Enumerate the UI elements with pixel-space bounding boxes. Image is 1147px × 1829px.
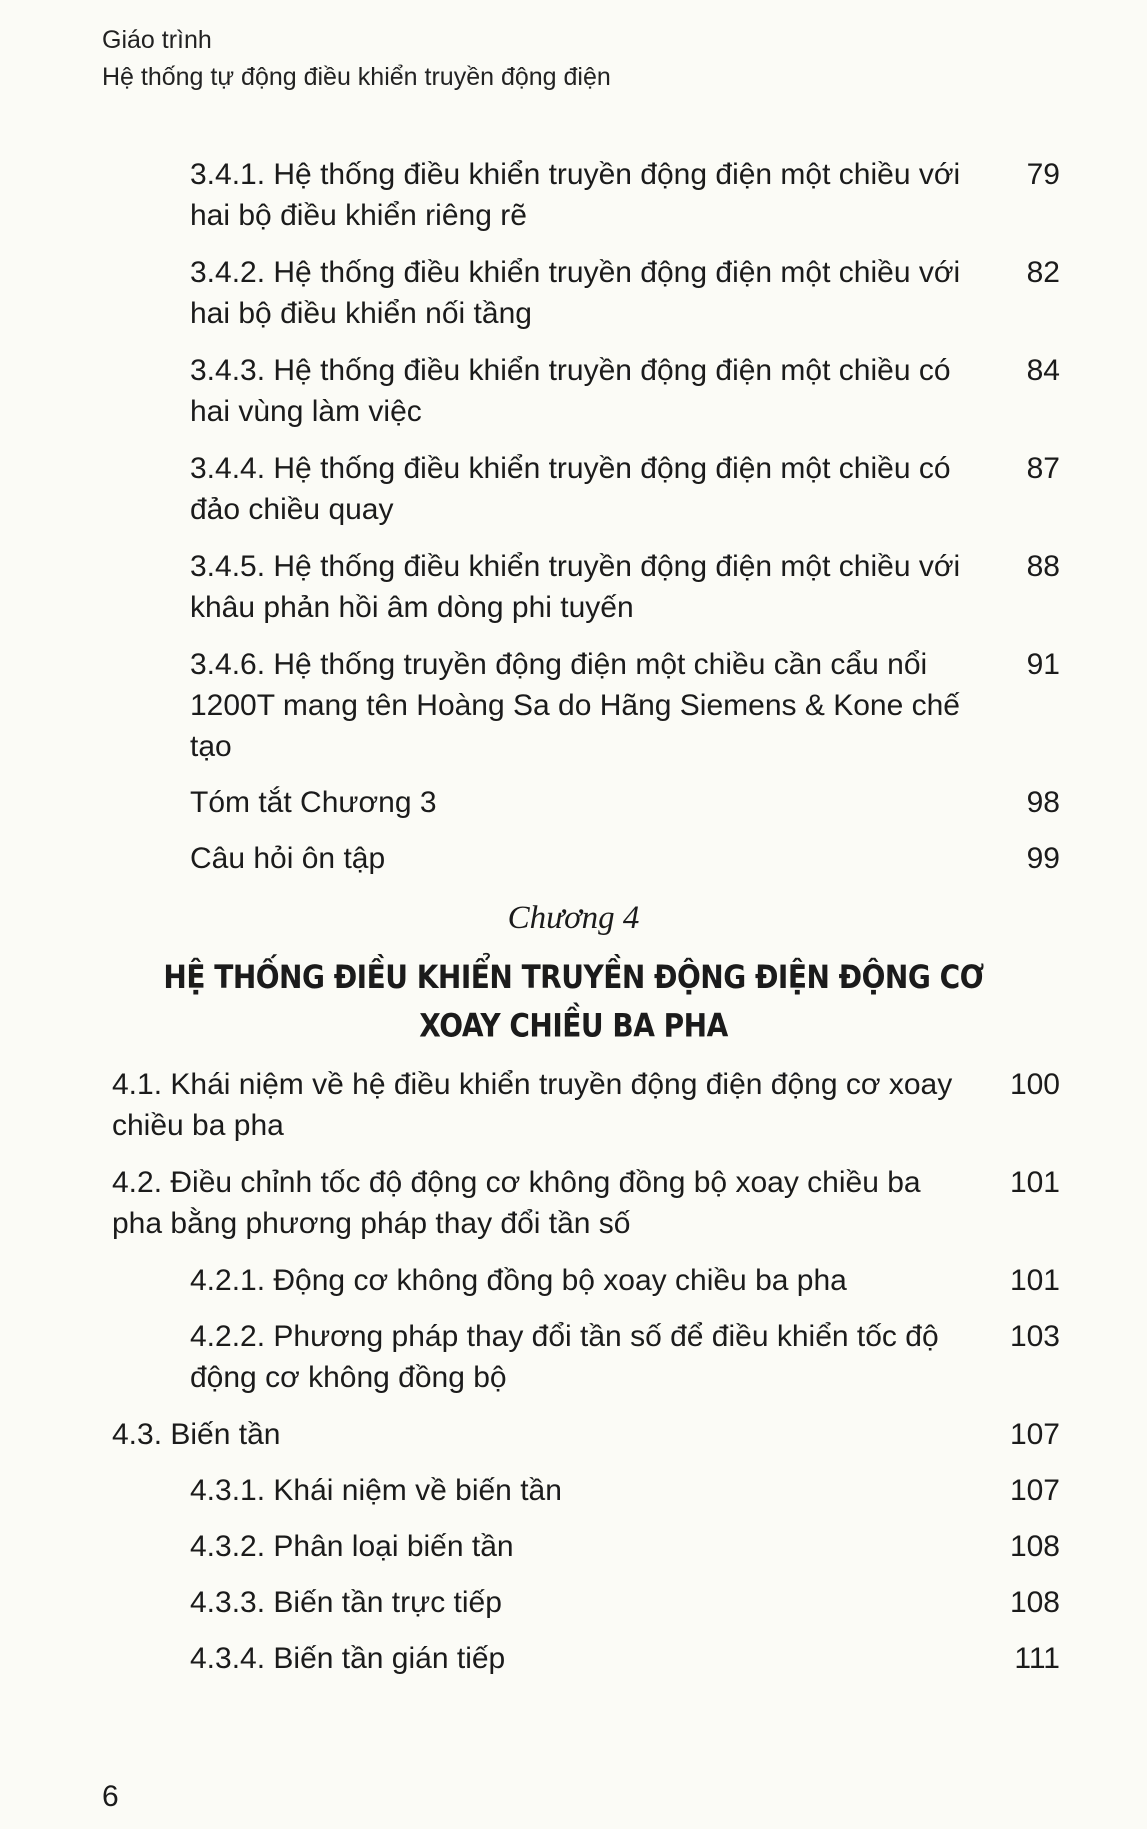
toc-entry-page: 88 (1026, 550, 1060, 583)
chapter-title-line-2: XOAY CHIỀU BA PHA (419, 1006, 728, 1045)
toc-entry-page: 87 (1026, 452, 1060, 485)
toc-entry-3-4-3[interactable] (190, 350, 1060, 432)
toc-entry-3-4-6[interactable] (190, 644, 1060, 767)
toc-entry-4-1[interactable] (112, 1064, 1060, 1146)
toc-entry-title: 4.3.1. Khái niệm về biến tần (190, 1474, 562, 1507)
toc-entry-page: 108 (1009, 1530, 1060, 1563)
toc-entry-page: 100 (1009, 1068, 1060, 1101)
toc-entry-title: 3.4.3. Hệ thống điều khiển truyền động điện một chiều có hai vùng làm việc (190, 354, 951, 428)
toc-entry-3-4-5[interactable] (190, 546, 1060, 628)
header-line-2: Hệ thống tự động điều khiển truyền động điện (102, 63, 611, 91)
toc-entry-4-3-2[interactable] (190, 1526, 1060, 1567)
toc-entry-page: 91 (1026, 648, 1060, 681)
toc-entry-3-4-4[interactable] (190, 448, 1060, 530)
toc-entry-title: 4.2. Điều chỉnh tốc độ động cơ không đồng bộ xoay chiều ba pha bằng phương pháp thay đổi tần số (112, 1166, 921, 1240)
toc-entry-title: 4.3. Biến tần (112, 1418, 281, 1451)
toc-entry-page: 101 (1009, 1166, 1060, 1199)
toc-entry-title: Tóm tắt Chương 3 (190, 786, 437, 819)
toc-entry-title: 3.4.5. Hệ thống điều khiển truyền động điện một chiều với khâu phản hồi âm dòng phi tuyến (190, 550, 961, 624)
toc-entry-page: 107 (1009, 1474, 1060, 1507)
running-header (102, 22, 611, 96)
toc-entry-title: 4.1. Khái niệm về hệ điều khiển truyền động điện động cơ xoay chiều ba pha (112, 1068, 953, 1142)
toc-entry-page: 107 (1009, 1418, 1060, 1451)
toc-entry-4-3-1[interactable] (190, 1470, 1060, 1511)
toc-entry-title: 4.3.4. Biến tần gián tiếp (190, 1642, 506, 1675)
toc-entry-title: Câu hỏi ôn tập (190, 842, 386, 875)
toc-entry-title: 3.4.6. Hệ thống truyền động điện một chiều cần cẩu nổi 1200T mang tên Hoàng Sa do Hãng Siemens & Kone chế tạo (190, 648, 960, 763)
toc-entry-page: 98 (1026, 786, 1060, 819)
toc-entry-title: 4.3.3. Biến tần trực tiếp (190, 1586, 502, 1619)
chapter-label: Chương 4 (507, 900, 640, 936)
toc-entry-4-3[interactable] (112, 1414, 1060, 1455)
toc-entry-page: 79 (1026, 158, 1060, 191)
toc-entry-title: 4.2.1. Động cơ không đồng bộ xoay chiều ba pha (190, 1264, 847, 1297)
header-line-1: Giáo trình (102, 26, 212, 54)
toc-entry-page: 111 (1014, 1642, 1060, 1675)
toc-entry-title: 3.4.4. Hệ thống điều khiển truyền động điện một chiều có đảo chiều quay (190, 452, 951, 526)
toc-entry-review-questions[interactable] (190, 838, 1060, 879)
toc-entry-page: 84 (1026, 354, 1060, 387)
chapter-title-line-1: HỆ THỐNG ĐIỀU KHIỂN TRUYỀN ĐỘNG ĐIỆN ĐỘNG CƠ (163, 958, 984, 997)
toc-entry-4-2-2[interactable] (190, 1316, 1060, 1398)
toc-entry-page: 101 (1009, 1264, 1060, 1297)
toc-entry-3-4-1[interactable] (190, 154, 1060, 236)
toc-entry-page: 103 (1009, 1320, 1060, 1353)
toc-entry-page: 82 (1026, 256, 1060, 289)
toc-entry-title: 4.2.2. Phương pháp thay đổi tần số để điều khiển tốc độ động cơ không đồng bộ (190, 1320, 939, 1394)
toc-entry-4-2[interactable] (112, 1162, 1060, 1244)
toc-entry-4-3-3[interactable] (190, 1582, 1060, 1623)
toc-entry-page: 99 (1026, 842, 1060, 875)
toc-entry-title: 3.4.2. Hệ thống điều khiển truyền động điện một chiều với hai bộ điều khiển nối tầng (190, 256, 961, 330)
toc-entry-summary-ch3[interactable] (190, 782, 1060, 823)
toc-entry-title: 3.4.1. Hệ thống điều khiển truyền động điện một chiều với hai bộ điều khiển riêng rẽ (190, 158, 961, 232)
toc-entry-3-4-2[interactable] (190, 252, 1060, 334)
toc-entry-4-2-1[interactable] (190, 1260, 1060, 1301)
toc-entry-title: 4.3.2. Phân loại biến tần (190, 1530, 514, 1563)
toc-entry-4-3-4[interactable] (190, 1638, 1060, 1679)
chapter-title (0, 954, 1147, 1051)
page-number: 6 (102, 1780, 119, 1813)
toc-entry-page: 108 (1009, 1586, 1060, 1619)
